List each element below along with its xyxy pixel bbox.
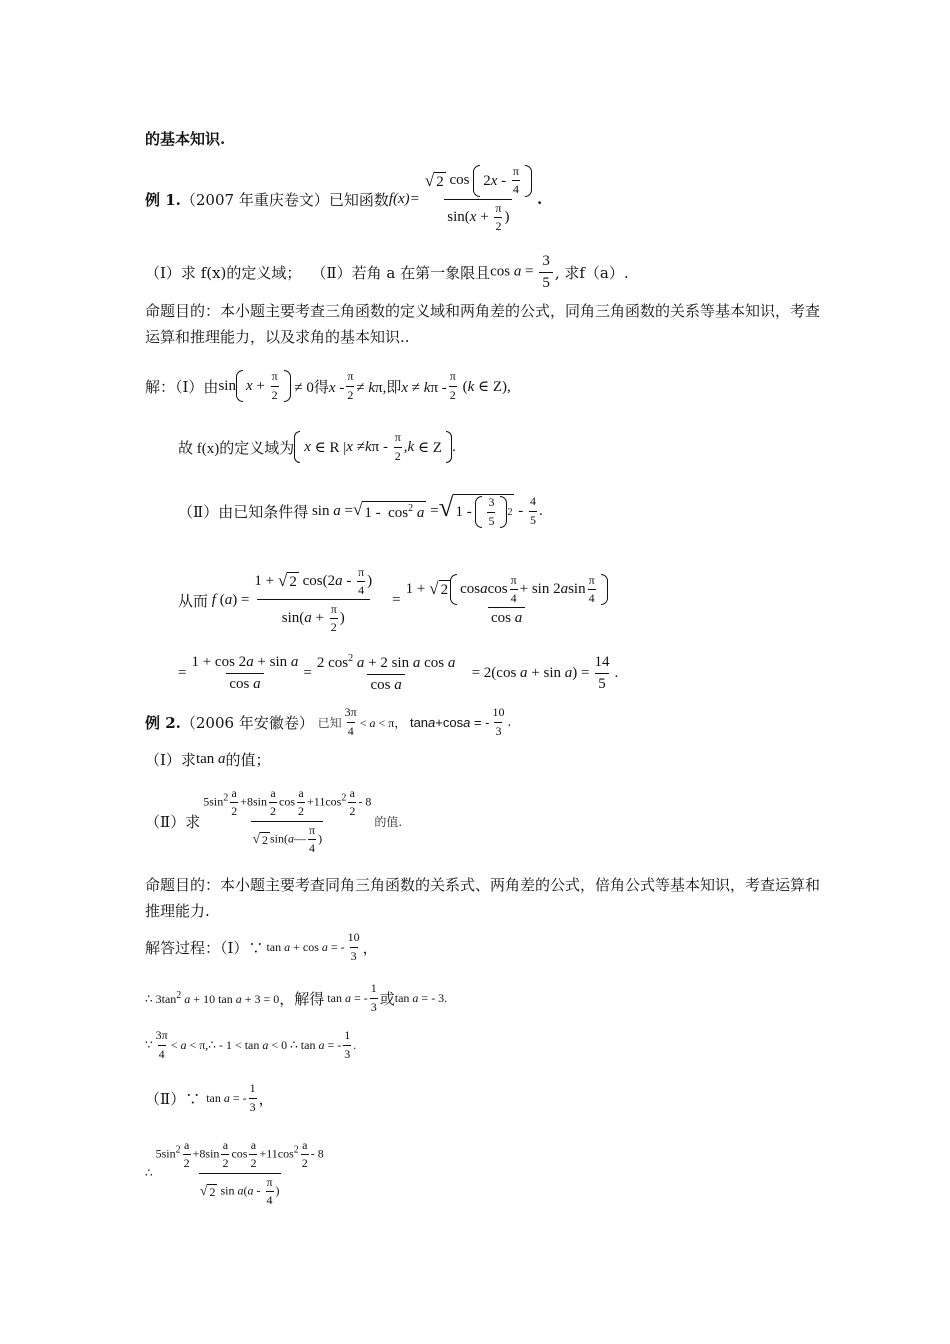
solution-2-part-2: （Ⅱ）∵ tan a = - $\frac{1}{3}$ ， [145,1081,274,1114]
q2-text: （Ⅱ）若角 a 在第一象限且 [311,263,491,282]
cos-condition: cos a = $\frac{3}{5}$ [490,253,555,291]
example-2-purpose: 命题目的：本小题主要考查同角三角函数的关系式、两角差的公式，倍角公式等基本知识，考查运算和推理能力. [145,876,821,920]
solution-2-line-2: ∴ $3\tan^2$ a + 10 tan a + 3 = 0 ，解得 tan a = - $\frac{1}{3}$ 或 tan a = - 3. [145,981,448,1014]
f-a-line-2: = $\frac{\text{1 + cos 2a + sin a}}{\text{cos a}}$ = $\frac{2 \cos^2 a + 2 \sin a \cos a}{\text{cos a}}$ = 2(cos a + sin a) = $\frac{14}{5}$ . [178,653,619,693]
example-1-label: 例 1. [145,190,181,209]
sin-a-line: （Ⅱ）由已知条件得 sin a = √ $1 - \cos^2 a$ = √ 1 - $\frac{3}{5}$ 2 - $\frac{4}{5}$ . [178,492,543,528]
example-2-label: 例 2. [145,713,181,732]
domain-set: x ∈ R | x ≠ k π - $\frac{\pi}{2}$ , k ∈ Z [294,431,452,462]
example-2-header: 例 2. （2006 年安徽卷） 已知 $\frac{3\pi}{4}$ < a < π， tana+cosa = - $\frac{10}{3}$ . [145,705,512,738]
example-2-q1: （Ⅰ）求 tan a 的值； [145,750,271,769]
example-1-header [145,153,542,245]
solution-label: 解：（Ⅰ）由 [145,379,219,396]
solution-2-final: ∴ $5\sin^2$ $\frac{a}{2}$ +8sin $\frac{a}{2}$ cos $\frac{a}{2}$ $+11\cos^2$ $\frac{a}{2}$ - 8 √ 2 sin a(a - $\frac{\pi}{4}$ ) [145,1138,324,1207]
solution-1-line-1: 解：（Ⅰ）由 sin x + $\frac{\pi}{2}$ ≠ 0得x - $\frac{\pi}{2}$ ≠ kπ,即x ≠ kπ - $\frac{\pi}{2}$ (k ∈ Z), [145,369,511,402]
example-1-purpose: 命题目的：本小题主要考查三角函数的定义域和两角差的公式，同角三角函数的关系等基本知识，考查运算和推理能力，以及求角的基本知识.. [145,302,821,346]
f-a-line-1: 从而 f (a) = 1 + √ 2 cos(2a - $\frac{\pi}{4}$ ) sin(a + $\frac{\pi}{2}$ ) = 1 + √ 2 cos a cos $\frac{\pi}{4}$ + sin 2 a sin $\frac{\pi}{4}$ cos a [178,560,613,640]
q2-end: , 求f（a）. [554,263,629,282]
example-2-q2: （Ⅱ）求 $5\sin^2$ $\frac{a}{2}$ +8sin $\frac{a}{2}$ cos $\frac{a}{2}$ $+11\cos^2$ $\frac{a}{2}$ - 8 √ 2 sin(a— $\frac{\pi}{4}$ ) 的值. [145,786,403,855]
thus-label: 从而 [178,593,209,610]
example-1-questions [145,252,629,292]
domain-lead: 故 f(x)的定义域为 [178,440,295,457]
q1-text: （Ⅰ）求 f(x)的定义域； [145,263,302,282]
example-1-formula: √ 2 cos 2 x - $\frac{\pi}{4}$ sin(x + $\frac{\pi}{2}$ ) [422,165,535,233]
solution-2-line-3: ∵ $\frac{3\pi}{4}$ < a < π,∴ - 1 < tan a < 0 ∴ tan a = - $\frac{1}{3}$ . [145,1028,357,1061]
intro-text: 的基本知识. [145,130,226,148]
example-1-source: （2007 年重庆卷文）已知函数 [180,190,389,209]
example-2-source: （2006 年安徽卷） [180,713,314,732]
solution-2-line-1: 解答过程：（Ⅰ）∵ tan a + cos a = - $\frac{10}{3}$ ， [145,930,378,963]
part2-lead: （Ⅱ）由已知条件得 [178,504,309,521]
domain-line: 故 f(x)的定义域为 x ∈ R | x ≠ k π - $\frac{\pi}{2}$ , k ∈ Z . [178,430,456,463]
example-1-func: f(x)= [388,190,420,207]
example-1-end: . [536,190,543,208]
